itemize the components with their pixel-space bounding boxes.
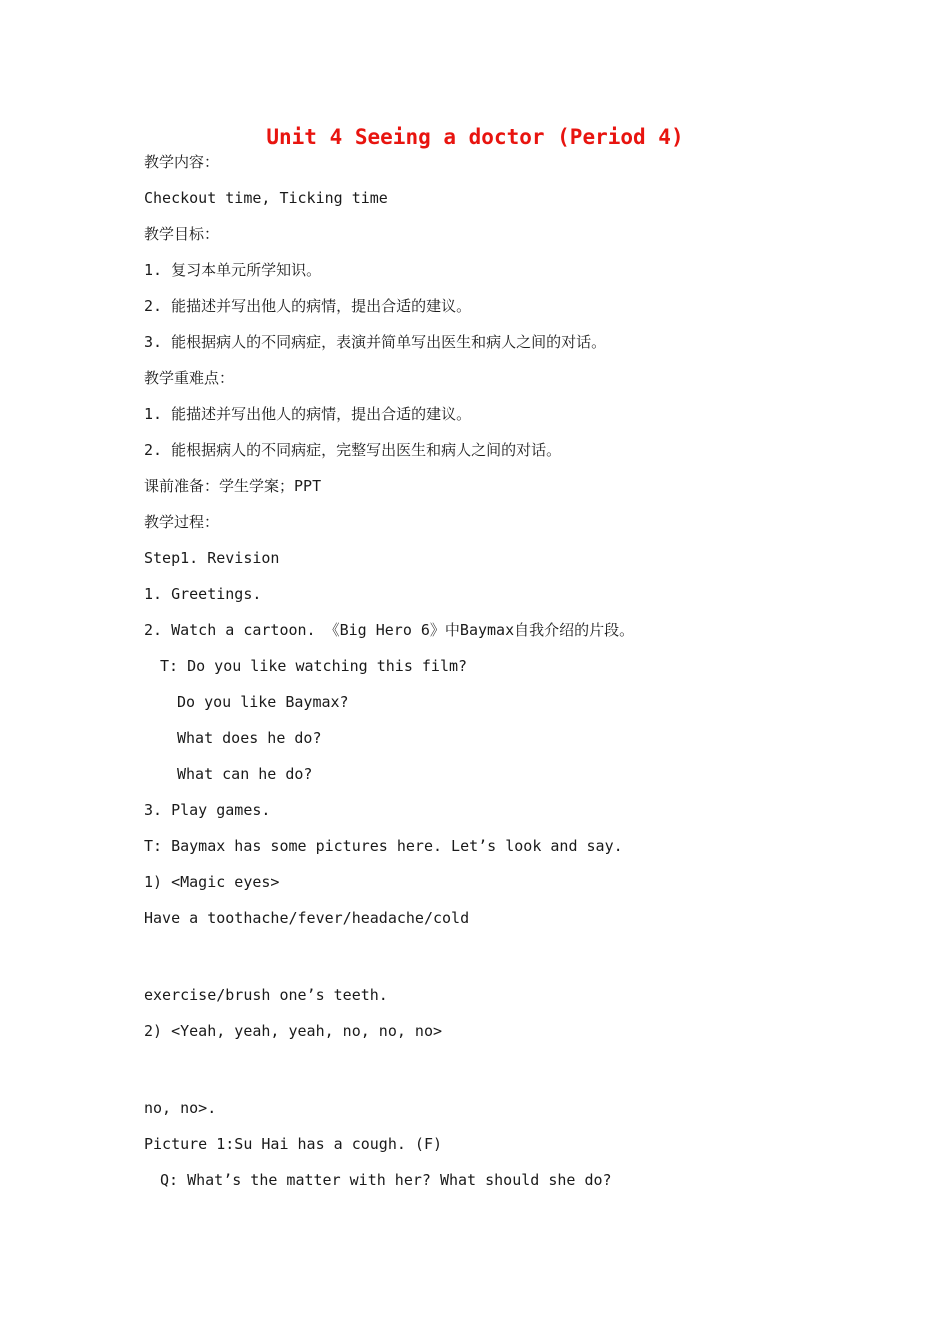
preparation-text: 课前准备：学生学案；PPT	[144, 477, 322, 495]
dialogue-line-justified	[144, 1050, 814, 1091]
vocabulary-line-justified	[144, 937, 814, 978]
content-text: Checkout time, Ticking time	[144, 189, 388, 207]
document-body	[144, 145, 814, 1199]
step-item: 1. Greetings.	[144, 585, 262, 603]
section-heading-content: 教学内容：	[144, 153, 220, 171]
game-heading: 2) <Yeah, yeah, yeah, no, no, no>	[144, 1022, 443, 1040]
picture-item: Picture 1:Su Hai has a cough. (F)	[144, 1135, 443, 1153]
step-item: 2. Watch a cartoon. 《Big Hero 6》中Baymax自我介绍的片段。	[144, 621, 635, 639]
objective-item: 1. 复习本单元所学知识。	[144, 261, 322, 279]
vocabulary-line: Have a toothache/fever/headache/cold	[144, 909, 470, 927]
key-point-item: 2. 能根据病人的不同病症，完整写出医生和病人之间的对话。	[144, 441, 562, 459]
dialogue-line: What can he do?	[177, 765, 313, 783]
step-item: 3. Play games.	[144, 801, 271, 819]
step-heading: Step1. Revision	[144, 549, 280, 567]
dialogue-line: Do you like Baymax?	[177, 693, 349, 711]
question-line: Q: What’s the matter with her? What should she do?	[160, 1171, 612, 1189]
dialogue-line: T: Baymax has some pictures here. Let’s look and say.	[144, 837, 623, 855]
objective-item: 3. 能根据病人的不同病症，表演并简单写出医生和病人之间的对话。	[144, 333, 607, 351]
dialogue-line: What does he do?	[177, 729, 322, 747]
section-heading-objectives: 教学目标：	[144, 225, 220, 243]
vocabulary-line: exercise/brush one’s teeth.	[144, 986, 388, 1004]
section-heading-process: 教学过程：	[144, 513, 220, 531]
game-heading: 1) <Magic eyes>	[144, 873, 280, 891]
dialogue-line: no, no>.	[144, 1099, 217, 1117]
document-title: Unit 4 Seeing a doctor (Period 4)	[266, 125, 684, 149]
section-heading-key-points: 教学重难点：	[144, 369, 235, 387]
dialogue-line: T: Do you like watching this film?	[160, 657, 468, 675]
key-point-item: 1. 能描述并写出他人的病情，提出合适的建议。	[144, 405, 472, 423]
objective-item: 2. 能描述并写出他人的病情，提出合适的建议。	[144, 297, 472, 315]
